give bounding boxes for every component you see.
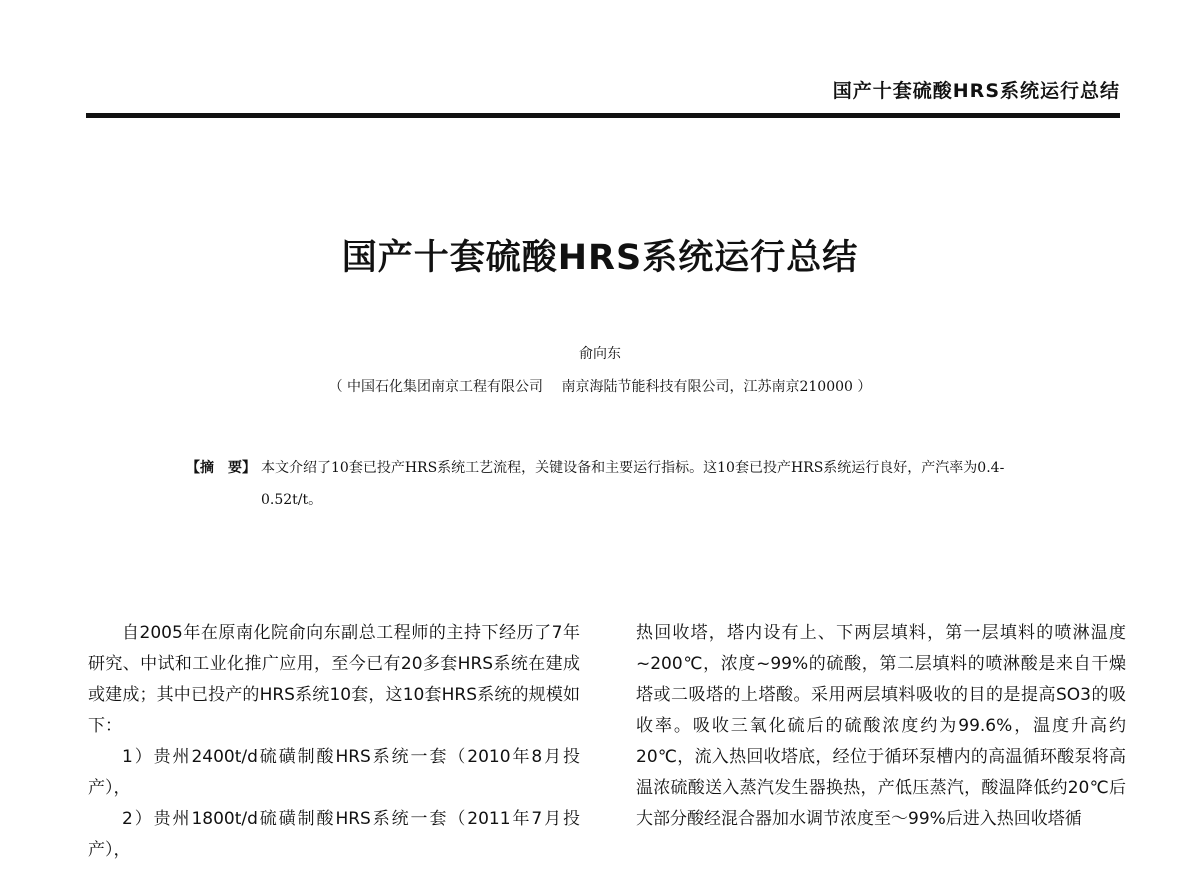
body-paragraph: 1）贵州2400t/d硫磺制酸HRS系统一套（2010年8月投产）， bbox=[88, 747, 580, 798]
body-left-column bbox=[88, 618, 580, 866]
header-rule bbox=[86, 113, 1120, 118]
body-right-column bbox=[636, 618, 1126, 835]
paper-title: 国产十套硫酸HRS系统运行总结 bbox=[341, 238, 859, 278]
abstract-label: 【摘 要】 bbox=[186, 460, 256, 476]
body-paragraph: 热回收塔，塔内设有上、下两层填料，第一层填料的喷淋温度~200℃，浓度~99%的硫酸，第二层填料的喷淋酸是来自干燥塔或二吸塔的上塔酸。采用两层填料吸收的目的是提高SO3的吸收率。吸收三氧化硫后的硫酸浓度约为99.6%，温度升高约20℃，流入热回收塔底，经位于循环泵槽内的高温循环酸泵将高温浓硫酸送入蒸汽发生器换热，产低压蒸汽，酸温降低约20℃后大部分酸经混合器加水调节浓度至～99%后进入热回收塔循 bbox=[636, 623, 1126, 829]
affiliation: （ 中国石化集团南京工程有限公司 南京海陆节能科技有限公司，江苏南京210000 ） bbox=[328, 379, 872, 395]
running-head: 国产十套硫酸HRS系统运行总结 bbox=[832, 80, 1120, 102]
body-paragraph: 2）贵州1800t/d硫磺制酸HRS系统一套（2011年7月投产）， bbox=[88, 809, 580, 860]
author: 俞向东 bbox=[579, 346, 621, 362]
abstract-text: 本文介绍了10套已投产HRS系统工艺流程，关键设备和主要运行指标。这10套已投产HRS系统运行良好，产汽率为0.4-0.52t/t。 bbox=[261, 460, 1005, 508]
abstract bbox=[186, 452, 1031, 516]
body-paragraph: 自2005年在原南化院俞向东副总工程师的主持下经历了7年研究、中试和工业化推广应用，至今已有20多套HRS系统在建成或建成；其中已投产的HRS系统10套，这10套HRS系统的规模如下： bbox=[88, 623, 580, 736]
